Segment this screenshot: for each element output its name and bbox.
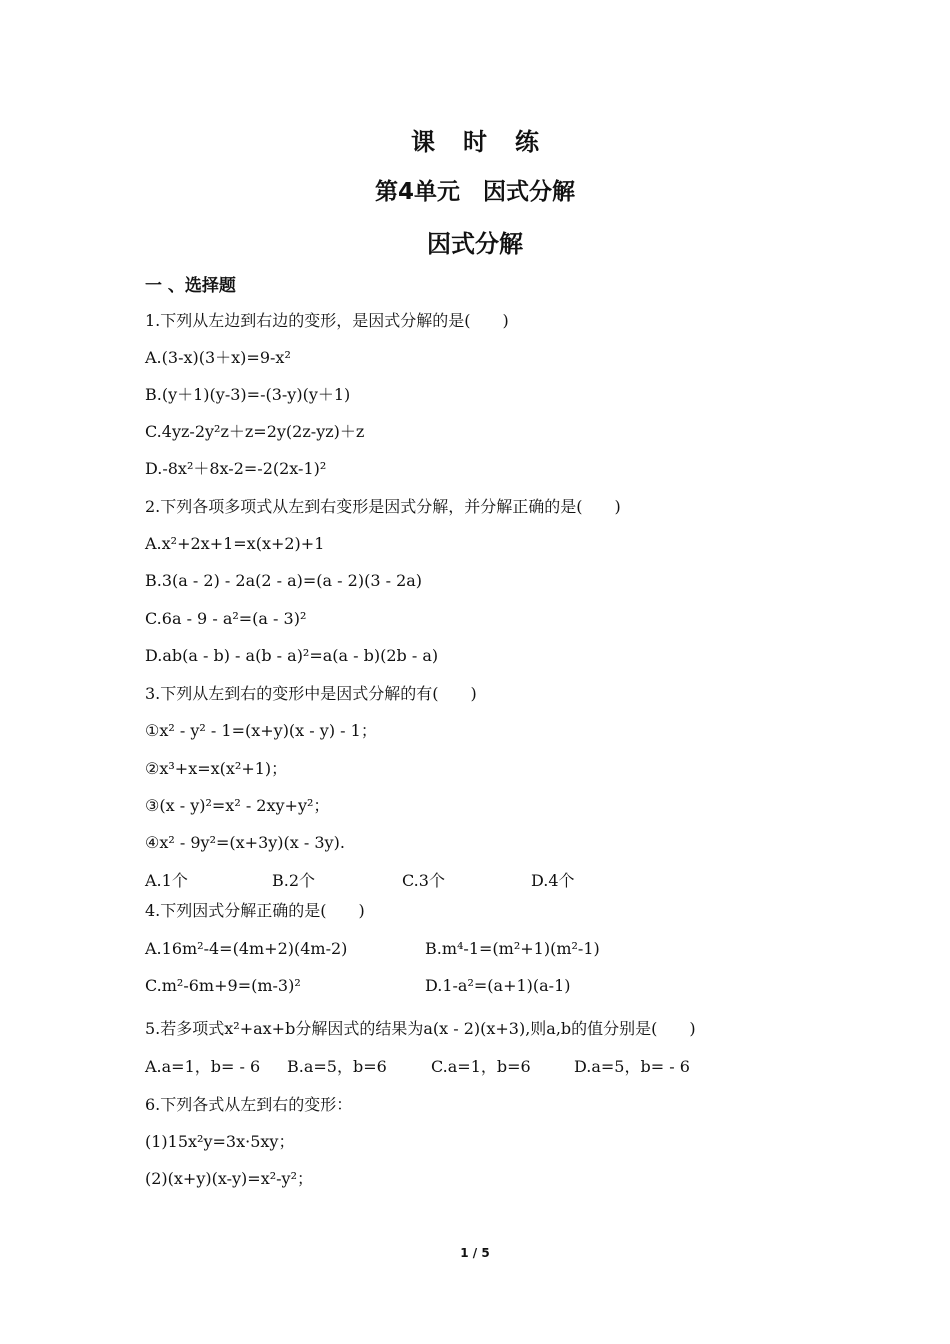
q6-stem: 6.下列各式从左到右的变形： [145,1095,353,1114]
q1-option-a: A.(3-x)(3＋x)=9-x² [145,348,291,367]
q3-option-b: B.2个 [272,871,316,890]
q5-option-b: B.a=5，b=6 [287,1057,387,1076]
q4-option-c: C.m²-6m+9=(m-3)² [145,976,301,995]
doc-title: 课时练 [411,128,567,156]
q3-option-c: C.3个 [402,871,445,890]
q2-option-b: B.3(a - 2) - 2a(2 - a)=(a - 2)(3 - 2a) [145,571,423,590]
q4-stem: 4.下列因式分解正确的是( ) [145,901,365,920]
q3-item-4: ④x² - 9y²=(x+3y)(x - 3y). [145,833,345,852]
q4-option-b: B.m⁴-1=(m²+1)(m²-1) [425,939,600,958]
q3-item-2: ②x³+x=x(x²+1)； [145,759,288,778]
section-heading: 一 、选择题 [145,276,236,296]
q3-item-1: ①x² - y² - 1=(x+y)(x - y) - 1； [145,721,377,740]
q5-stem: 5.若多项式x²+ax+b分解因式的结果为a(x - 2)(x+3),则a,b的值分别是( ) [145,1019,696,1038]
q5-option-a: A.a=1，b= - 6 [145,1057,261,1076]
q5-option-d: D.a=5，b= - 6 [574,1057,690,1076]
q2-option-a: A.x²+2x+1=x(x+2)+1 [145,534,325,553]
q4-option-d: D.1-a²=(a+1)(a-1) [425,976,571,995]
q1-stem: 1.下列从左边到右边的变形，是因式分解的是( ) [145,311,509,330]
q2-option-c: C.6a - 9 - a²=(a - 3)² [145,609,307,628]
q1-option-d: D.-8x²＋8x-2=-2(2x-1)² [145,459,327,478]
q5-option-c: C.a=1，b=6 [431,1057,531,1076]
page-number: 1 / 5 [460,1246,490,1260]
q2-stem: 2.下列各项多项式从左到右变形是因式分解，并分解正确的是( ) [145,497,621,516]
q3-stem: 3.下列从左到右的变形中是因式分解的有( ) [145,684,477,703]
q3-option-a: A.1个 [145,871,188,890]
q4-option-a: A.16m²-4=(4m+2)(4m-2) [145,939,348,958]
q3-item-3: ③(x - y)²=x² - 2xy+y²； [145,796,330,815]
q6-item-2: (2)(x+y)(x-y)=x²-y²； [145,1169,313,1188]
q1-option-c: C.4yz-2y²z＋z=2y(2z-yz)＋z [145,422,365,441]
lesson-title: 因式分解 [427,230,523,258]
q3-option-d: D.4个 [531,871,575,890]
unit-title: 第4单元 因式分解 [374,179,575,205]
q2-option-d: D.ab(a - b) - a(b - a)²=a(a - b)(2b - a) [145,646,439,665]
q6-item-1: (1)15x²y=3x·5xy； [145,1132,295,1151]
q1-option-b: B.(y＋1)(y-3)=-(3-y)(y＋1) [145,385,351,404]
